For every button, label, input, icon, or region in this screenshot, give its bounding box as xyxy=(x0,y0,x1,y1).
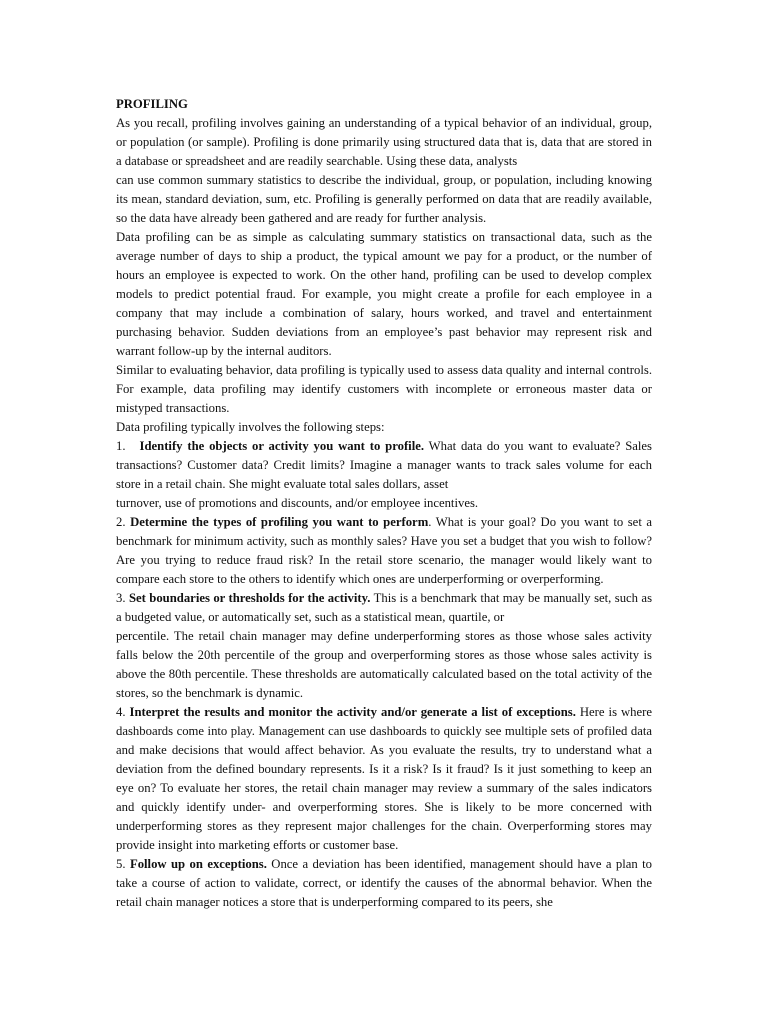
step-4-text: Here is where dashboards come into play. Management can use dashboards to quickly see multiple sets of profiled data and make decisions that would affect behavior. As you evaluate the results, try to understand what a deviation from the defined boundary represents. Is it a risk? Is it fraud? Is it just something to keep an eye on? To evaluate her stores, the retail chain manager may review a summary of the sales indicators and quickly identify under- and overperforming stores. She is likely to be more concerned with underperforming stores as they represent major challenges for the chain. Overperforming stores may provide insight into marketing efforts or customer base. xyxy=(116,705,653,852)
document-page xyxy=(116,95,652,912)
step-4-title: Interpret the results and monitor the activity and/or generate a list of exceptions. xyxy=(129,705,576,719)
step-3 xyxy=(116,589,652,627)
step-1-continuation: turnover, use of promotions and discounts, and/or employee incentives. xyxy=(116,496,479,510)
intro-paragraph-3: Data profiling can be as simple as calculating summary statistics on transactional data, such as the average number of days to ship a product, the typical amount we pay for a product, or the number of hours an employee is expected to work. On the other hand, profiling can be used to develop complex models to predict potential fraud. For example, you might create a profile for each employee in a company that may include a combination of salary, hours worked, and travel and entertainment purchasing behavior. Sudden deviations from an employee’s past behavior may represent risk and warrant follow-up by the internal auditors. xyxy=(116,230,652,358)
step-1-number: 1. xyxy=(116,439,126,453)
step-3-continuation: percentile. The retail chain manager may define underperforming stores as those whose sales activity falls below the 20th percentile of the group and overperforming stores as those whose sales activity is above the 80th percentile. These thresholds are automatically calculated based on the total activity of the stores, so the benchmark is dynamic. xyxy=(116,629,652,700)
step-5-number: 5. xyxy=(116,857,126,871)
step-2-number: 2. xyxy=(116,515,126,529)
step-2-text: . What is your goal? Do you want to set a benchmark for minimum activity, such as monthly sales? Have you set a budget that you wish to follow? Are you trying to reduce fraud risk? In the retail store scenario, the manager would likely want to compare each store to the others to identify which ones are underperforming or overperforming. xyxy=(116,515,653,586)
intro-paragraph-1: As you recall, profiling involves gaining an understanding of a typical behavior of an individual, group, or population (or sample). Profiling is done primarily using structured data that is, data that are stored in a database or spreadsheet and are readily searchable. Using these data, analysts xyxy=(116,116,652,168)
step-5 xyxy=(116,855,652,912)
intro-paragraph-2: can use common summary statistics to describe the individual, group, or population, including knowing its mean, standard deviation, sum, etc. Profiling is generally performed on data that are readily available, so the data have already been gathered and are ready for further analysis. xyxy=(116,173,652,225)
step-1-title: Identify the objects or activity you want to profile. xyxy=(139,439,425,453)
step-3-title: Set boundaries or thresholds for the activity. xyxy=(128,591,371,605)
intro-paragraph-5: Data profiling typically involves the following steps: xyxy=(116,420,385,434)
step-4 xyxy=(116,703,652,855)
step-2 xyxy=(116,513,652,589)
step-5-title: Follow up on exceptions. xyxy=(129,857,267,871)
document-title: PROFILING xyxy=(116,97,188,111)
step-1 xyxy=(116,437,652,494)
step-3-number: 3. xyxy=(116,591,126,605)
step-3-text: This is a benchmark that may be manually set, such as a budgeted value, or automatically set, such as a statistical mean, quartile, or xyxy=(116,591,653,624)
step-5-text: Once a deviation has been identified, management should have a plan to take a course of action to validate, correct, or identify the causes of the abnormal behavior. When the retail chain manager notices a store that is underperforming compared to its peers, she xyxy=(116,857,653,909)
step-2-title: Determine the types of profiling you want to perform xyxy=(130,515,429,529)
step-1-text: What data do you want to evaluate? Sales transactions? Customer data? Credit limits? Imagine a manager wants to track sales volume for each store in a retail chain. She might evaluate total sales dollars, asset xyxy=(116,439,652,491)
intro-paragraph-4: Similar to evaluating behavior, data profiling is typically used to assess data quality and internal controls. For example, data profiling may identify customers with incomplete or erroneous master data or mistyped transactions. xyxy=(116,363,652,415)
step-4-number: 4. xyxy=(116,705,126,719)
